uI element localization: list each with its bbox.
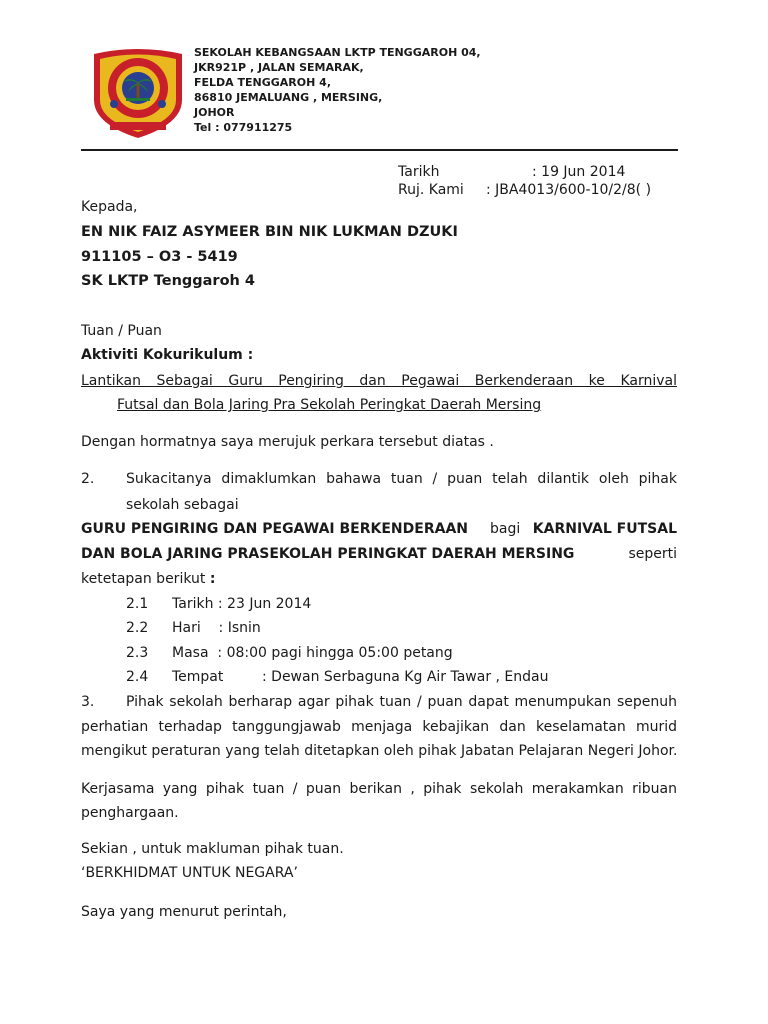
kepada: Kepada, bbox=[81, 199, 138, 215]
para2-number: 2. bbox=[81, 471, 95, 487]
date-label: Tarikh bbox=[398, 164, 440, 180]
school-name: SEKOLAH KEBANGSAAN LKTP TENGGAROH 04, bbox=[194, 46, 481, 59]
greeting: Tuan / Puan bbox=[81, 323, 162, 339]
item-time: Masa : 08:00 pagi hingga 05:00 petang bbox=[172, 645, 453, 661]
subject-line-1: Lantikan Sebagai Guru Pengiring dan Pegawai Berkenderaan ke Karnival bbox=[81, 373, 677, 389]
telephone: Tel : 077911275 bbox=[194, 121, 293, 134]
para3-line-3: mengikut peraturan yang telah ditetapkan oleh pihak Jabatan Pelajaran Negeri Johor. bbox=[81, 743, 678, 759]
address-line-2: FELDA TENGGAROH 4, bbox=[194, 76, 331, 89]
event-name-part1: KARNIVAL FUTSAL bbox=[532, 521, 677, 537]
bagi-word: bagi bbox=[490, 521, 521, 537]
para3-number: 3. bbox=[81, 694, 95, 710]
event-name-part2: DAN BOLA JARING PRASEKOLAH PERINGKAT DAERAH MERSING bbox=[81, 546, 575, 562]
address-line-1: JKR921P , JALAN SEMARAK, bbox=[194, 61, 364, 74]
item-place-value: : Dewan Serbaguna Kg Air Tawar , Endau bbox=[262, 669, 549, 685]
recipient-name: EN NIK FAIZ ASYMEER BIN NIK LUKMAN DZUKI bbox=[81, 224, 458, 240]
school-logo bbox=[84, 42, 192, 142]
ref-value: : JBA4013/600-10/2/8( ) bbox=[486, 182, 652, 198]
item-number: 2.1 bbox=[126, 596, 149, 612]
closing-signoff: Saya yang menurut perintah, bbox=[81, 904, 287, 920]
para4-line-2: penghargaan. bbox=[81, 805, 179, 821]
para2-bold-line bbox=[81, 520, 677, 538]
item-day: Hari : Isnin bbox=[172, 620, 261, 636]
subject-line-2: Futsal dan Bola Jaring Pra Sekolah Peringkat Daerah Mersing bbox=[117, 397, 542, 413]
recipient-school: SK LKTP Tenggaroh 4 bbox=[81, 273, 256, 289]
address-line-3: 86810 JEMALUANG , MERSING, bbox=[194, 91, 383, 104]
item-number: 2.4 bbox=[126, 669, 149, 685]
para2-line-2: sekolah sebagai bbox=[126, 497, 239, 513]
appointment-role: GURU PENGIRING DAN PEGAWAI BERKENDERAAN bbox=[81, 521, 468, 537]
para3-line-1: Pihak sekolah berharap agar pihak tuan / puan dapat menumpukan sepenuh bbox=[126, 694, 677, 710]
address-line-4: JOHOR bbox=[194, 106, 235, 119]
para2-line-1: Sukacitanya dimaklumkan bahawa tuan / puan telah dilantik oleh pihak bbox=[126, 471, 677, 487]
header-divider bbox=[81, 149, 678, 151]
date-value: : 19 Jun 2014 bbox=[532, 164, 626, 180]
item-place-label: Tempat bbox=[172, 669, 224, 685]
ketetapan-colon: : bbox=[209, 571, 216, 587]
para2-ketetapan bbox=[81, 570, 215, 588]
school-crest-icon bbox=[84, 42, 192, 142]
intro-paragraph: Dengan hormatnya saya merujuk perkara tersebut diatas . bbox=[81, 434, 494, 450]
closing-motto: ‘BERKHIDMAT UNTUK NEGARA’ bbox=[81, 865, 298, 881]
para4-line-1: Kerjasama yang pihak tuan / puan berikan , pihak sekolah merakamkan ribuan bbox=[81, 781, 677, 797]
item-number: 2.3 bbox=[126, 645, 149, 661]
para3-line-2: perhatian terhadap tanggungjawab menjaga kebajikan dan keselamatan murid bbox=[81, 719, 677, 735]
seperti-word: seperti bbox=[628, 546, 677, 562]
recipient-id: 911105 – O3 - 5419 bbox=[81, 249, 238, 265]
ref-label: Ruj. Kami bbox=[398, 182, 464, 198]
item-number: 2.2 bbox=[126, 620, 149, 636]
item-date: Tarikh : 23 Jun 2014 bbox=[172, 596, 312, 612]
ketetapan-text: ketetapan berikut bbox=[81, 571, 206, 587]
closing-sekian: Sekian , untuk makluman pihak tuan. bbox=[81, 841, 344, 857]
para2-event-line bbox=[81, 545, 677, 563]
subject-heading: Aktiviti Kokurikulum : bbox=[81, 347, 254, 363]
